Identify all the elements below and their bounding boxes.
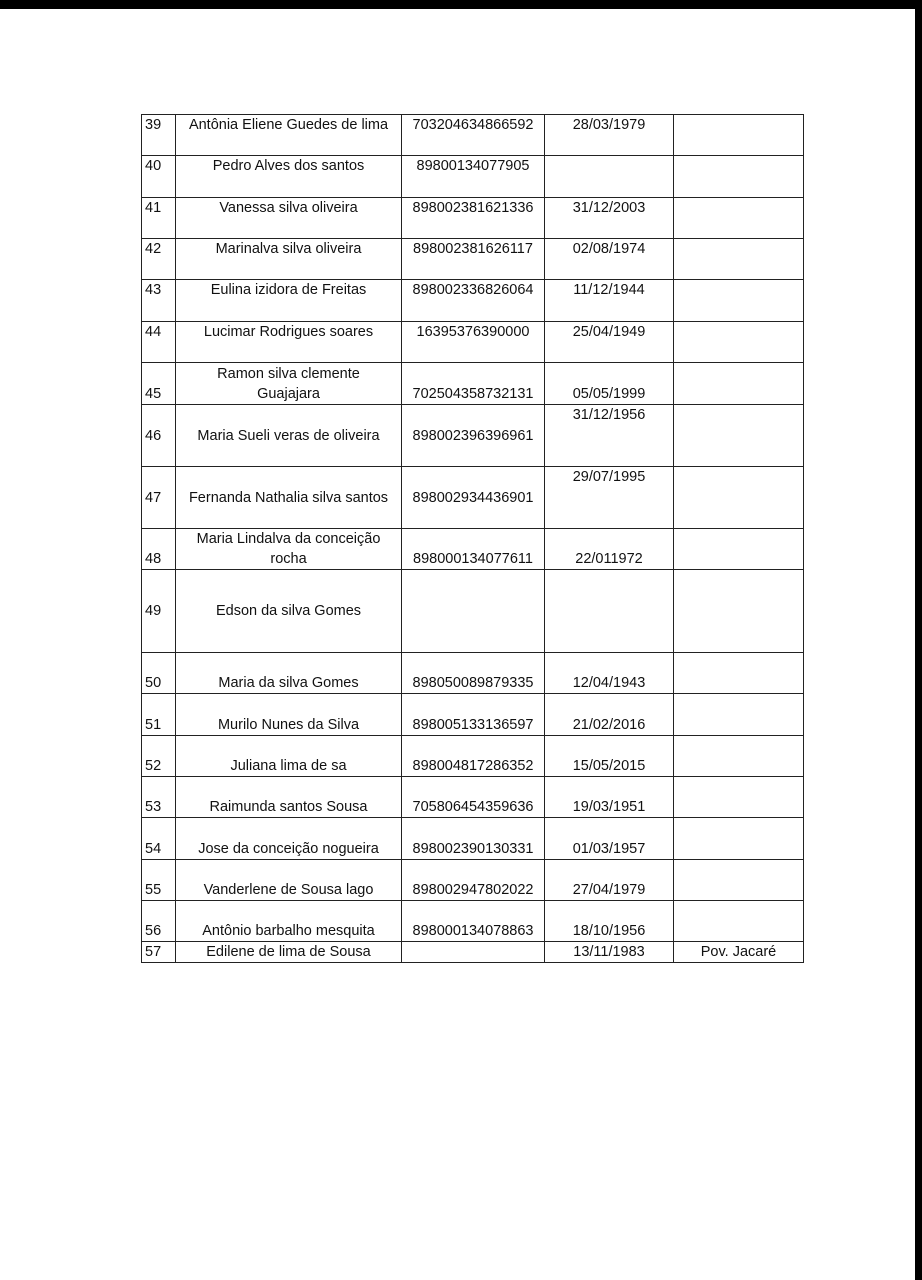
location-cell [674,777,804,818]
birth-date-cell: 31/12/1956 [545,405,674,467]
id-number-cell: 703204634866592 [402,115,545,156]
birth-date-cell: 01/03/1957 [545,818,674,860]
row-number-cell: 44 [142,322,176,363]
person-name-line: Vanessa silva oliveira [219,200,358,216]
person-name-cell [176,239,402,280]
person-name-line: Antônio barbalho mesquita [202,923,375,939]
person-name-cell [176,363,402,405]
birth-date-cell: 27/04/1979 [545,860,674,901]
person-name-line: Pedro Alves dos santos [212,158,365,174]
person-name-cell [176,736,402,777]
location-cell [674,322,804,363]
row-number-cell: 51 [142,694,176,736]
person-name-cell [176,115,402,156]
person-name-line: Edilene de lima de Sousa [206,944,371,960]
row-number-cell: 56 [142,901,176,942]
document-page [0,9,915,1280]
location-cell [674,901,804,942]
location-cell [674,280,804,322]
birth-date-cell: 28/03/1979 [545,115,674,156]
person-name-line: Marinalva silva oliveira [215,241,362,257]
location-cell [674,239,804,280]
birth-date-cell: 19/03/1951 [545,777,674,818]
row-number-cell: 48 [142,529,176,570]
id-number-cell: 898005133136597 [402,694,545,736]
person-name-line: Fernanda Nathalia silva santos [188,489,389,506]
person-name-line: Guajajara [257,386,320,402]
person-name-cell [176,860,402,901]
id-number-cell [402,570,545,653]
person-name-cell [176,198,402,239]
id-number-cell: 16395376390000 [402,322,545,363]
location-cell [674,198,804,239]
table-row [142,198,804,239]
row-number-cell: 46 [142,405,176,467]
person-name-line: Edson da silva Gomes [215,603,362,619]
id-number-cell: 898004817286352 [402,736,545,777]
birth-date-cell: 22/011972 [545,529,674,570]
birth-date-cell [545,570,674,653]
birth-date-cell: 13/11/1983 [545,942,674,963]
person-name-line: Vanderlene de Sousa lago [203,882,374,898]
roster-body [142,115,804,963]
birth-date-cell: 18/10/1956 [545,901,674,942]
person-name-cell [176,901,402,942]
id-number-cell: 89800134077905 [402,156,545,198]
birth-date-cell: 12/04/1943 [545,653,674,694]
person-name-cell [176,405,402,467]
table-row [142,363,804,405]
roster-table [141,114,804,963]
person-name-cell [176,322,402,363]
table-row [142,777,804,818]
birth-date-cell: 02/08/1974 [545,239,674,280]
row-number-cell: 50 [142,653,176,694]
id-number-cell: 898002934436901 [402,467,545,529]
table-row [142,736,804,777]
person-name-line: Antônia Eliene Guedes de lima [188,117,389,133]
table-row [142,280,804,322]
row-number-cell: 52 [142,736,176,777]
row-number-cell: 53 [142,777,176,818]
birth-date-cell: 31/12/2003 [545,198,674,239]
id-number-cell: 702504358732131 [402,363,545,405]
table-row [142,942,804,963]
birth-date-cell: 25/04/1949 [545,322,674,363]
location-cell [674,736,804,777]
location-cell [674,467,804,529]
person-name-cell [176,777,402,818]
id-number-cell: 898000134077611 [402,529,545,570]
person-name-cell [176,570,402,653]
id-number-cell [402,942,545,963]
location-cell [674,156,804,198]
id-number-cell: 898002947802022 [402,860,545,901]
person-name-cell [176,529,402,570]
id-number-cell: 898002390130331 [402,818,545,860]
person-name-line: Maria da silva Gomes [218,675,359,691]
person-name-cell [176,818,402,860]
birth-date-cell [545,156,674,198]
person-name-line: Juliana lima de sa [230,758,347,774]
id-number-cell: 898050089879335 [402,653,545,694]
location-cell [674,363,804,405]
person-name-line: Maria Sueli veras de oliveira [197,427,380,444]
id-number-cell: 898000134078863 [402,901,545,942]
table-row [142,115,804,156]
table-row [142,653,804,694]
row-number-cell: 42 [142,239,176,280]
location-cell [674,570,804,653]
id-number-cell: 705806454359636 [402,777,545,818]
row-number-cell: 55 [142,860,176,901]
row-number-cell: 45 [142,363,176,405]
table-row [142,467,804,529]
person-name-cell [176,467,402,529]
table-row [142,322,804,363]
row-number-cell: 49 [142,570,176,653]
person-name-cell [176,156,402,198]
table-row [142,529,804,570]
person-name-cell [176,694,402,736]
row-number-cell: 43 [142,280,176,322]
table-row [142,694,804,736]
location-cell: Pov. Jacaré [674,942,804,963]
table-row [142,239,804,280]
table-row [142,818,804,860]
person-name-line: Murilo Nunes da Silva [217,717,360,733]
person-name-cell [176,280,402,322]
person-name-cell [176,942,402,963]
birth-date-cell: 15/05/2015 [545,736,674,777]
person-name-line: Jose da conceição nogueira [198,841,379,857]
id-number-cell: 898002381621336 [402,198,545,239]
person-name-cell [176,653,402,694]
row-number-cell: 41 [142,198,176,239]
location-cell [674,115,804,156]
table-row [142,901,804,942]
table-row [142,405,804,467]
row-number-cell: 57 [142,942,176,963]
person-name-line: Maria Lindalva da conceição [196,531,381,547]
person-name-line: Eulina izidora de Freitas [210,282,367,298]
location-cell [674,860,804,901]
location-cell [674,653,804,694]
birth-date-cell: 21/02/2016 [545,694,674,736]
location-cell [674,405,804,467]
location-cell [674,529,804,570]
row-number-cell: 54 [142,818,176,860]
birth-date-cell: 29/07/1995 [545,467,674,529]
person-name-line: Ramon silva clemente [217,366,360,382]
location-cell [674,818,804,860]
row-number-cell: 39 [142,115,176,156]
location-cell [674,694,804,736]
row-number-cell: 47 [142,467,176,529]
person-name-line: Raimunda santos Sousa [209,799,368,815]
id-number-cell: 898002381626117 [402,239,545,280]
birth-date-cell: 11/12/1944 [545,280,674,322]
row-number-cell: 40 [142,156,176,198]
table-row [142,156,804,198]
birth-date-cell: 05/05/1999 [545,363,674,405]
person-name-line: Lucimar Rodrigues soares [203,324,374,340]
table-row [142,570,804,653]
id-number-cell: 898002336826064 [402,280,545,322]
person-name-line: rocha [270,551,307,567]
table-row [142,860,804,901]
id-number-cell: 898002396396961 [402,405,545,467]
